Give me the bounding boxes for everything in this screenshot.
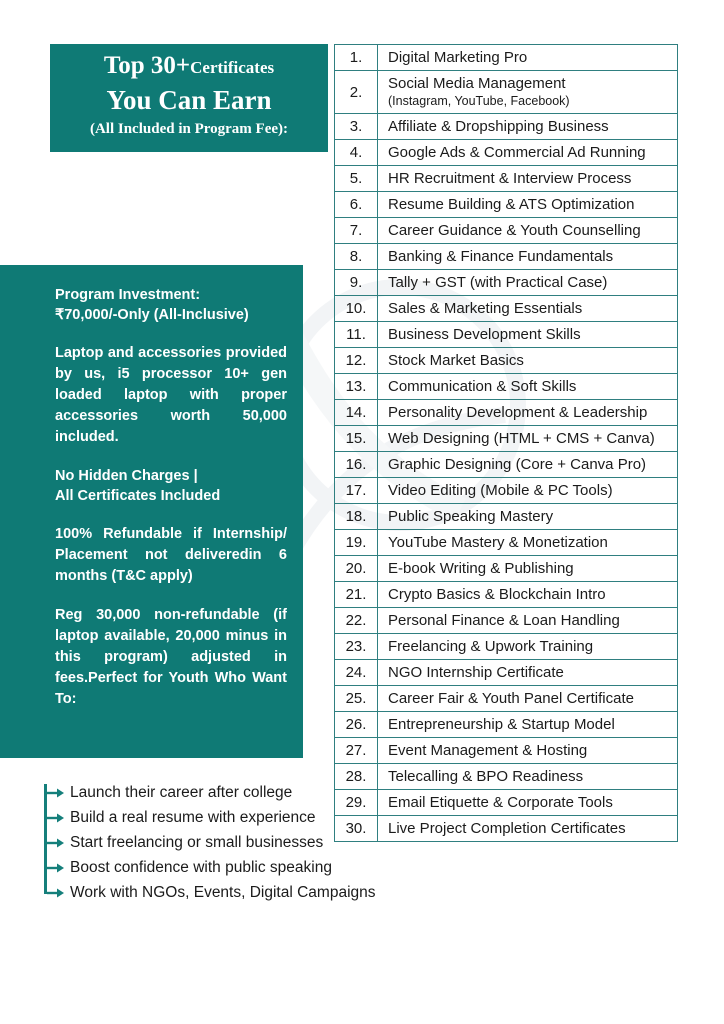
certificate-name-cell	[378, 686, 678, 712]
certificate-number: 27.	[335, 738, 378, 764]
certificate-name-cell	[378, 71, 678, 114]
list-item	[44, 855, 384, 880]
certificate-number: 25.	[335, 686, 378, 712]
table-row	[335, 45, 678, 71]
poster-header	[50, 44, 328, 152]
certificate-name-cell	[378, 296, 678, 322]
table-row	[335, 218, 678, 244]
registration-block	[55, 605, 289, 710]
table-row	[335, 738, 678, 764]
table-row	[335, 764, 678, 790]
certificate-name-cell	[378, 348, 678, 374]
arrow-right-icon	[47, 862, 70, 874]
certificate-number: 19.	[335, 530, 378, 556]
certificate-number: 3.	[335, 114, 378, 140]
certificate-name: HR Recruitment & Interview Process	[388, 170, 632, 187]
benefits-list	[44, 780, 384, 905]
laptop-paragraph: Laptop and accessories provided by us, i5 processor 10+ gen loaded laptop with proper accessories worth 50,000 included.	[55, 345, 287, 445]
list-item	[44, 780, 384, 805]
table-row	[335, 244, 678, 270]
header-line-1	[50, 50, 328, 84]
refund-block	[55, 524, 289, 587]
certificate-name: Stock Market Basics	[388, 352, 524, 369]
header-line-2: You Can Earn	[106, 85, 272, 115]
certificate-number: 6.	[335, 192, 378, 218]
certificate-subtext: (Instagram, YouTube, Facebook)	[388, 94, 570, 108]
certificate-number: 10.	[335, 296, 378, 322]
certificate-number: 16.	[335, 452, 378, 478]
no-hidden-charges-line-2: All Certificates Included	[55, 488, 221, 504]
table-row	[335, 478, 678, 504]
certificate-name-cell	[378, 530, 678, 556]
certificate-name-cell	[378, 660, 678, 686]
table-row	[335, 452, 678, 478]
certificate-name-cell	[378, 426, 678, 452]
certificate-name: Public Speaking Mastery	[388, 508, 554, 525]
certificate-number: 4.	[335, 140, 378, 166]
table-row	[335, 504, 678, 530]
table-row	[335, 374, 678, 400]
table-row	[335, 686, 678, 712]
table-row	[335, 816, 678, 842]
certificate-name-cell	[378, 218, 678, 244]
certificate-name-cell	[378, 322, 678, 348]
certificate-name: Business Development Skills	[388, 326, 581, 343]
bullet-rail-line	[44, 784, 47, 894]
list-item	[44, 830, 384, 855]
certificate-name-cell	[378, 400, 678, 426]
certificate-name-cell	[378, 114, 678, 140]
list-item	[44, 880, 384, 905]
certificate-number: 26.	[335, 712, 378, 738]
certificate-number: 28.	[335, 764, 378, 790]
table-row	[335, 166, 678, 192]
certificate-name-cell	[378, 608, 678, 634]
certificate-number: 15.	[335, 426, 378, 452]
investment-label: Program Investment:	[55, 287, 201, 303]
table-row	[335, 71, 678, 114]
list-item-label: Boost confidence with public speaking	[70, 858, 332, 876]
certificate-name: Career Guidance & Youth Counselling	[388, 222, 641, 239]
list-item-label: Start freelancing or small businesses	[70, 833, 324, 851]
certificate-number: 29.	[335, 790, 378, 816]
certificate-name-cell	[378, 556, 678, 582]
certificate-name: NGO Internship Certificate	[388, 664, 564, 681]
certificate-name: Personal Finance & Loan Handling	[388, 612, 620, 629]
certificate-name-cell	[378, 374, 678, 400]
certificate-name: Banking & Finance Fundamentals	[388, 248, 614, 265]
certificate-name-cell	[378, 634, 678, 660]
certificate-name: Social Media Management	[388, 75, 566, 92]
certificate-name-cell	[378, 582, 678, 608]
table-row	[335, 140, 678, 166]
certificate-number: 14.	[335, 400, 378, 426]
no-hidden-charges-line-1: No Hidden Charges |	[55, 468, 198, 484]
certificate-name: Graphic Designing (Core + Canva Pro)	[388, 456, 647, 473]
list-item-label: Work with NGOs, Events, Digital Campaigns	[70, 883, 376, 901]
table-row	[335, 634, 678, 660]
table-row	[335, 556, 678, 582]
certificate-name-cell	[378, 816, 678, 842]
certificate-number: 5.	[335, 166, 378, 192]
certificate-name-cell	[378, 738, 678, 764]
no-hidden-charges-block	[55, 466, 289, 506]
certificate-name-cell	[378, 790, 678, 816]
certificate-name-cell	[378, 192, 678, 218]
certificate-name-cell	[378, 712, 678, 738]
investment-block	[55, 285, 289, 325]
certificate-name: YouTube Mastery & Monetization	[388, 534, 608, 551]
certificate-name: Google Ads & Commercial Ad Running	[388, 144, 646, 161]
arrow-right-icon	[47, 887, 70, 899]
certificates-table	[334, 44, 678, 842]
certificate-name: Web Designing (HTML + CMS + Canva)	[388, 430, 655, 447]
certificate-name: E-book Writing & Publishing	[388, 560, 574, 577]
certificate-name-cell	[378, 478, 678, 504]
certificate-name-cell	[378, 504, 678, 530]
certificate-number: 7.	[335, 218, 378, 244]
arrow-right-icon	[47, 787, 70, 799]
arrow-right-icon	[47, 812, 70, 824]
certificate-name: Video Editing (Mobile & PC Tools)	[388, 482, 613, 499]
certificate-number: 8.	[335, 244, 378, 270]
registration-paragraph: Reg 30,000 non-refundable (if laptop available, 20,000 minus in this program) adjusted in fees.Perfect for Youth Who Want To:	[55, 607, 287, 707]
table-row	[335, 192, 678, 218]
certificate-name: Sales & Marketing Essentials	[388, 300, 583, 317]
certificate-number: 30.	[335, 816, 378, 842]
certificate-name-cell	[378, 764, 678, 790]
laptop-block	[55, 343, 289, 448]
investment-value: ₹70,000/-Only (All-Inclusive)	[55, 307, 249, 323]
certificate-number: 11.	[335, 322, 378, 348]
refund-paragraph: 100% Refundable if Internship/ Placement not deliveredin 6 months (T&C apply)	[55, 526, 287, 584]
table-row	[335, 582, 678, 608]
certificate-name: Crypto Basics & Blockchain Intro	[388, 586, 606, 603]
certificate-name: Telecalling & BPO Readiness	[388, 768, 584, 785]
certificate-name: Communication & Soft Skills	[388, 378, 577, 395]
certificate-name: Resume Building & ATS Optimization	[388, 196, 635, 213]
certificate-name-cell	[378, 270, 678, 296]
certificate-number: 20.	[335, 556, 378, 582]
table-row	[335, 426, 678, 452]
table-row	[335, 114, 678, 140]
certificate-number: 17.	[335, 478, 378, 504]
certificate-name: Career Fair & Youth Panel Certificate	[388, 690, 634, 707]
certificate-number: 12.	[335, 348, 378, 374]
certificate-name: Event Management & Hosting	[388, 742, 588, 759]
table-row	[335, 660, 678, 686]
list-item-label: Launch their career after college	[70, 783, 293, 801]
certificate-number: 2.	[335, 71, 378, 114]
arrow-right-icon	[47, 837, 70, 849]
certificate-number: 1.	[335, 45, 378, 71]
certificate-number: 24.	[335, 660, 378, 686]
certificate-name: Affiliate & Dropshipping Business	[388, 118, 609, 135]
header-line-3: (All Included in Program Fee):	[89, 121, 289, 137]
list-item	[44, 805, 384, 830]
certificate-name-cell	[378, 166, 678, 192]
certificate-name: Personality Development & Leadership	[388, 404, 648, 421]
header-top-word: Certificates	[190, 58, 275, 77]
table-row	[335, 608, 678, 634]
certificate-number: 22.	[335, 608, 378, 634]
certificate-number: 21.	[335, 582, 378, 608]
certificate-number: 23.	[335, 634, 378, 660]
table-row	[335, 400, 678, 426]
list-item-label: Build a real resume with experience	[70, 808, 316, 826]
table-row	[335, 790, 678, 816]
certificate-name: Tally + GST (with Practical Case)	[388, 274, 608, 291]
table-row	[335, 530, 678, 556]
table-row	[335, 322, 678, 348]
certificate-name: Freelancing & Upwork Training	[388, 638, 594, 655]
certificate-name-cell	[378, 45, 678, 71]
table-row	[335, 270, 678, 296]
certificate-name-cell	[378, 140, 678, 166]
table-row	[335, 296, 678, 322]
certificate-name-cell	[378, 244, 678, 270]
certificate-number: 13.	[335, 374, 378, 400]
certificate-number: 18.	[335, 504, 378, 530]
header-top-count: Top 30+	[103, 52, 191, 79]
program-info-panel	[0, 265, 303, 758]
certificate-name: Live Project Completion Certificates	[388, 820, 626, 837]
table-row	[335, 712, 678, 738]
table-row	[335, 348, 678, 374]
certificate-name-cell	[378, 452, 678, 478]
certificate-name: Email Etiquette & Corporate Tools	[388, 794, 613, 811]
certificate-name: Entrepreneurship & Startup Model	[388, 716, 615, 733]
certificate-number: 9.	[335, 270, 378, 296]
certificate-name: Digital Marketing Pro	[388, 49, 528, 66]
